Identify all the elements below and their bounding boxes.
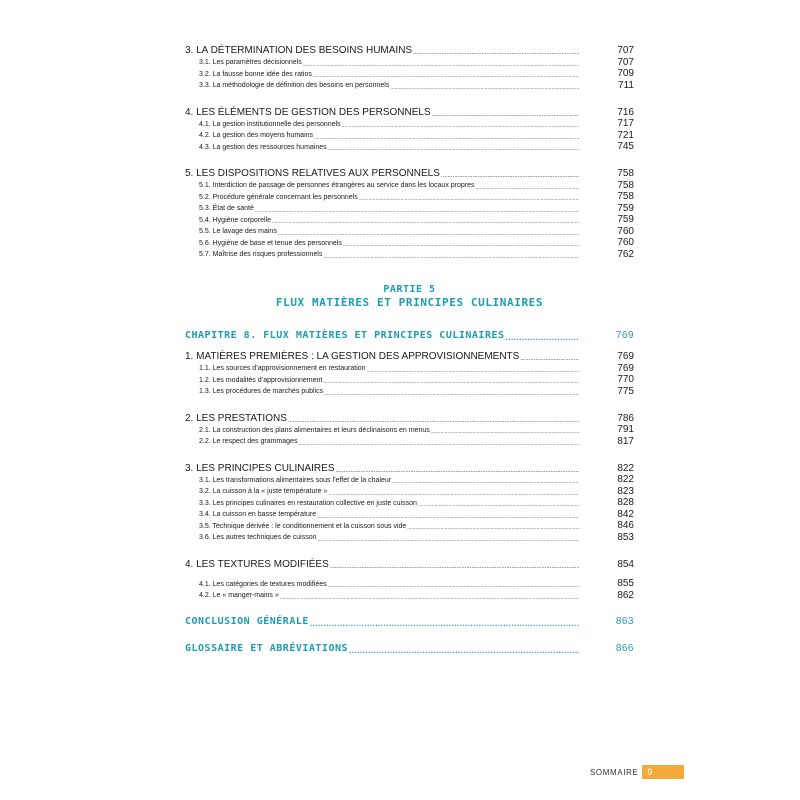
item-title: 5.2. Procédure générale concernant les personnels <box>199 193 358 201</box>
item-title: 1.1. Les sources d’approvisionnement en restauration <box>199 365 366 372</box>
item-title: 3.2. La cuisson à la « juste température » <box>199 488 328 495</box>
item-title: 4.3. La gestion des ressources humaines <box>199 143 327 151</box>
toc-section-heading[interactable] <box>185 106 634 119</box>
toc-chapter <box>185 329 634 343</box>
dot-leader <box>278 230 579 238</box>
page-number: 769 <box>617 351 634 362</box>
toc-item[interactable] <box>185 425 634 437</box>
dot-leader <box>328 490 579 498</box>
page-number: 769 <box>615 330 634 341</box>
item-title: 3.3. La méthodologie de définition des besoins en personnels <box>199 82 390 89</box>
page-number: 863 <box>615 616 634 627</box>
toc-item[interactable] <box>185 375 634 387</box>
item-title: 1.2. Les modalités d’approvisionnement <box>199 376 323 384</box>
toc-item[interactable] <box>185 521 634 533</box>
dot-leader <box>324 390 579 398</box>
toc-item[interactable] <box>185 203 634 215</box>
page-number: 846 <box>617 520 634 531</box>
page-number: 786 <box>617 412 634 424</box>
page-number: 760 <box>617 237 634 248</box>
dot-leader <box>520 355 579 363</box>
item-title: 3.4. La cuisson en basse température <box>199 511 317 518</box>
glossaire-heading[interactable] <box>185 642 634 656</box>
dot-leader <box>349 646 579 656</box>
item-title: 1.3. Les procédures de marchés publics <box>199 388 324 395</box>
section-title: 3. LES PRINCIPES CULINAIRES <box>185 462 335 474</box>
page-number: 866 <box>615 643 634 654</box>
toc-sections-b <box>185 350 634 602</box>
item-title: 5.3. État de santé <box>199 205 254 212</box>
glossaire-title: GLOSSAIRE ET ABRÉVIATIONS <box>185 643 349 654</box>
part-number: PARTIE 5 <box>383 284 436 295</box>
part-heading <box>185 283 634 310</box>
page-number: 721 <box>617 129 634 141</box>
page-number: 707 <box>617 45 634 56</box>
item-title: 2.1. La construction des plans alimentaires et leurs déclinaisons en menus <box>199 426 430 434</box>
dot-leader <box>441 172 579 180</box>
dot-leader <box>280 594 579 602</box>
dot-leader <box>392 478 579 486</box>
item-title: 5.5. Le lavage des mains <box>199 228 277 235</box>
chapter-heading[interactable] <box>185 329 634 343</box>
toc-item[interactable] <box>185 215 634 227</box>
page-number: 762 <box>617 248 634 260</box>
dot-leader <box>323 378 579 386</box>
page-number: 853 <box>617 531 634 543</box>
toc-item[interactable] <box>185 142 634 154</box>
dot-leader <box>323 253 579 261</box>
page-number: 775 <box>617 385 634 397</box>
footer-label: SOMMAIRE <box>590 767 639 777</box>
toc-item[interactable] <box>185 475 634 487</box>
item-title: 5.6. Hygiène de base et tenue des personnels <box>199 239 342 247</box>
page-number: 758 <box>617 168 634 179</box>
page-number: 759 <box>617 202 634 214</box>
dot-leader <box>413 49 579 57</box>
item-title: 4.2. La gestion des moyens humains <box>199 132 314 139</box>
item-title: 4.1. Les catégories de textures modifiées <box>199 580 327 588</box>
toc-item[interactable] <box>185 498 634 510</box>
page-number: 855 <box>617 578 634 589</box>
toc-section-heading[interactable] <box>185 462 634 475</box>
dot-leader <box>418 501 579 509</box>
page-number: 791 <box>617 424 634 435</box>
toc-item[interactable] <box>185 57 634 69</box>
toc-item[interactable] <box>185 238 634 250</box>
toc-item[interactable] <box>185 249 634 261</box>
toc-item[interactable] <box>185 226 634 238</box>
toc-section-heading[interactable] <box>185 167 634 180</box>
toc-item[interactable] <box>185 590 634 602</box>
dot-leader <box>314 134 579 142</box>
toc-section-heading[interactable] <box>185 558 634 571</box>
toc-item[interactable] <box>185 192 634 204</box>
toc-item[interactable] <box>185 532 634 544</box>
page-number: 759 <box>617 214 634 225</box>
item-title: 5.7. Maîtrise des risques professionnels <box>199 251 323 258</box>
page-number: 769 <box>617 362 634 374</box>
dot-leader <box>272 218 579 226</box>
page-number: 758 <box>617 179 634 191</box>
conclusion-title: CONCLUSION GÉNÉRALE <box>185 616 309 627</box>
page-number: 770 <box>617 374 634 385</box>
dot-leader <box>432 111 579 119</box>
dot-leader <box>298 440 579 448</box>
item-title: 2.2. Le respect des grammages <box>199 438 298 445</box>
page-footer <box>590 765 684 779</box>
page-number: 717 <box>617 118 634 129</box>
toc-item[interactable] <box>185 386 634 398</box>
page-number: 817 <box>617 435 634 447</box>
dot-leader <box>313 72 579 80</box>
chapter-title: CHAPITRE 8. FLUX MATIÈRES ET PRINCIPES CULINAIRES <box>185 330 505 341</box>
section-title: 3. LA DÉTERMINATION DES BESOINS HUMAINS <box>185 45 413 56</box>
dot-leader <box>317 513 579 521</box>
toc-item[interactable] <box>185 486 634 498</box>
conclusion-heading[interactable] <box>185 615 634 629</box>
section-title: 1. MATIÈRES PREMIÈRES : LA GESTION DES APPROVISIONNEMENTS <box>185 351 520 362</box>
page-number: 854 <box>617 558 634 570</box>
page-number: 716 <box>617 106 634 118</box>
toc-sections-a <box>185 44 634 261</box>
toc-section-heading[interactable] <box>185 412 634 425</box>
toc-item[interactable] <box>185 130 634 142</box>
page-number: 842 <box>617 508 634 520</box>
page-number: 758 <box>617 191 634 202</box>
page-number: 822 <box>617 474 634 485</box>
page-number: 745 <box>617 141 634 152</box>
dot-leader <box>359 195 579 203</box>
page-number: 707 <box>617 56 634 68</box>
page-number: 709 <box>617 68 634 79</box>
dot-leader <box>367 367 579 375</box>
page-number: 822 <box>617 462 634 474</box>
toc-item[interactable] <box>185 80 634 92</box>
dot-leader <box>506 333 579 343</box>
dot-leader <box>342 122 579 130</box>
section-title: 4. LES TEXTURES MODIFIÉES <box>185 558 329 570</box>
dot-leader <box>303 61 579 69</box>
item-title: 3.2. La fausse bonne idée des ratios <box>199 70 312 78</box>
toc-item[interactable] <box>185 436 634 448</box>
dot-leader <box>330 563 579 571</box>
section-title: 2. LES PRESTATIONS <box>185 412 287 424</box>
toc-backmatter <box>185 615 634 656</box>
page-number: 823 <box>617 485 634 497</box>
footer-page-number: 9 <box>642 765 684 779</box>
toc-item[interactable] <box>185 180 634 192</box>
item-title: 4.2. Le « manger-mains » <box>199 592 279 599</box>
item-title: 5.4. Hygiène corporelle <box>199 216 271 224</box>
item-title: 3.3. Les principes culinaires en restauration collective en juste cuisson <box>199 499 417 507</box>
section-title: 5. LES DISPOSITIONS RELATIVES AUX PERSONNELS <box>185 168 440 179</box>
toc-item[interactable] <box>185 119 634 131</box>
dot-leader <box>476 184 579 192</box>
toc-item[interactable] <box>185 509 634 521</box>
toc-section-heading[interactable] <box>185 44 634 57</box>
dot-leader <box>318 536 579 544</box>
toc-item[interactable] <box>185 69 634 81</box>
item-title: 4.1. La gestion institutionnelle des personnels <box>199 120 341 128</box>
dot-leader <box>310 619 579 629</box>
dot-leader <box>255 207 579 215</box>
item-title: 3.6. Les autres techniques de cuisson <box>199 534 317 541</box>
item-title: 5.1. Interdiction de passage de personnes étrangères au service dans les locaux propres <box>199 182 475 189</box>
toc-item[interactable] <box>185 363 634 375</box>
item-title: 3.1. Les paramètres décisionnels <box>199 59 302 66</box>
item-title: 3.1. Les transformations alimentaires sous l’effet de la chaleur <box>199 476 392 484</box>
page-number: 862 <box>617 589 634 601</box>
dot-leader <box>390 84 579 92</box>
dot-leader <box>336 467 580 475</box>
dot-leader <box>288 417 579 425</box>
page-number: 828 <box>617 497 634 508</box>
dot-leader <box>407 524 579 532</box>
toc-item[interactable] <box>185 579 634 591</box>
toc-section-heading[interactable] <box>185 350 634 363</box>
dot-leader <box>431 428 579 436</box>
section-title: 4. LES ÉLÉMENTS DE GESTION DES PERSONNELS <box>185 106 431 118</box>
dot-leader <box>343 241 579 249</box>
dot-leader <box>328 582 579 590</box>
page-number: 711 <box>618 79 634 91</box>
part-title: FLUX MATIÈRES ET PRINCIPES CULINAIRES <box>275 296 544 309</box>
item-title: 3.5. Technique dérivée : le conditionnement et la cuisson sous vide <box>199 522 407 530</box>
dot-leader <box>328 145 579 153</box>
page-number: 760 <box>617 225 634 237</box>
